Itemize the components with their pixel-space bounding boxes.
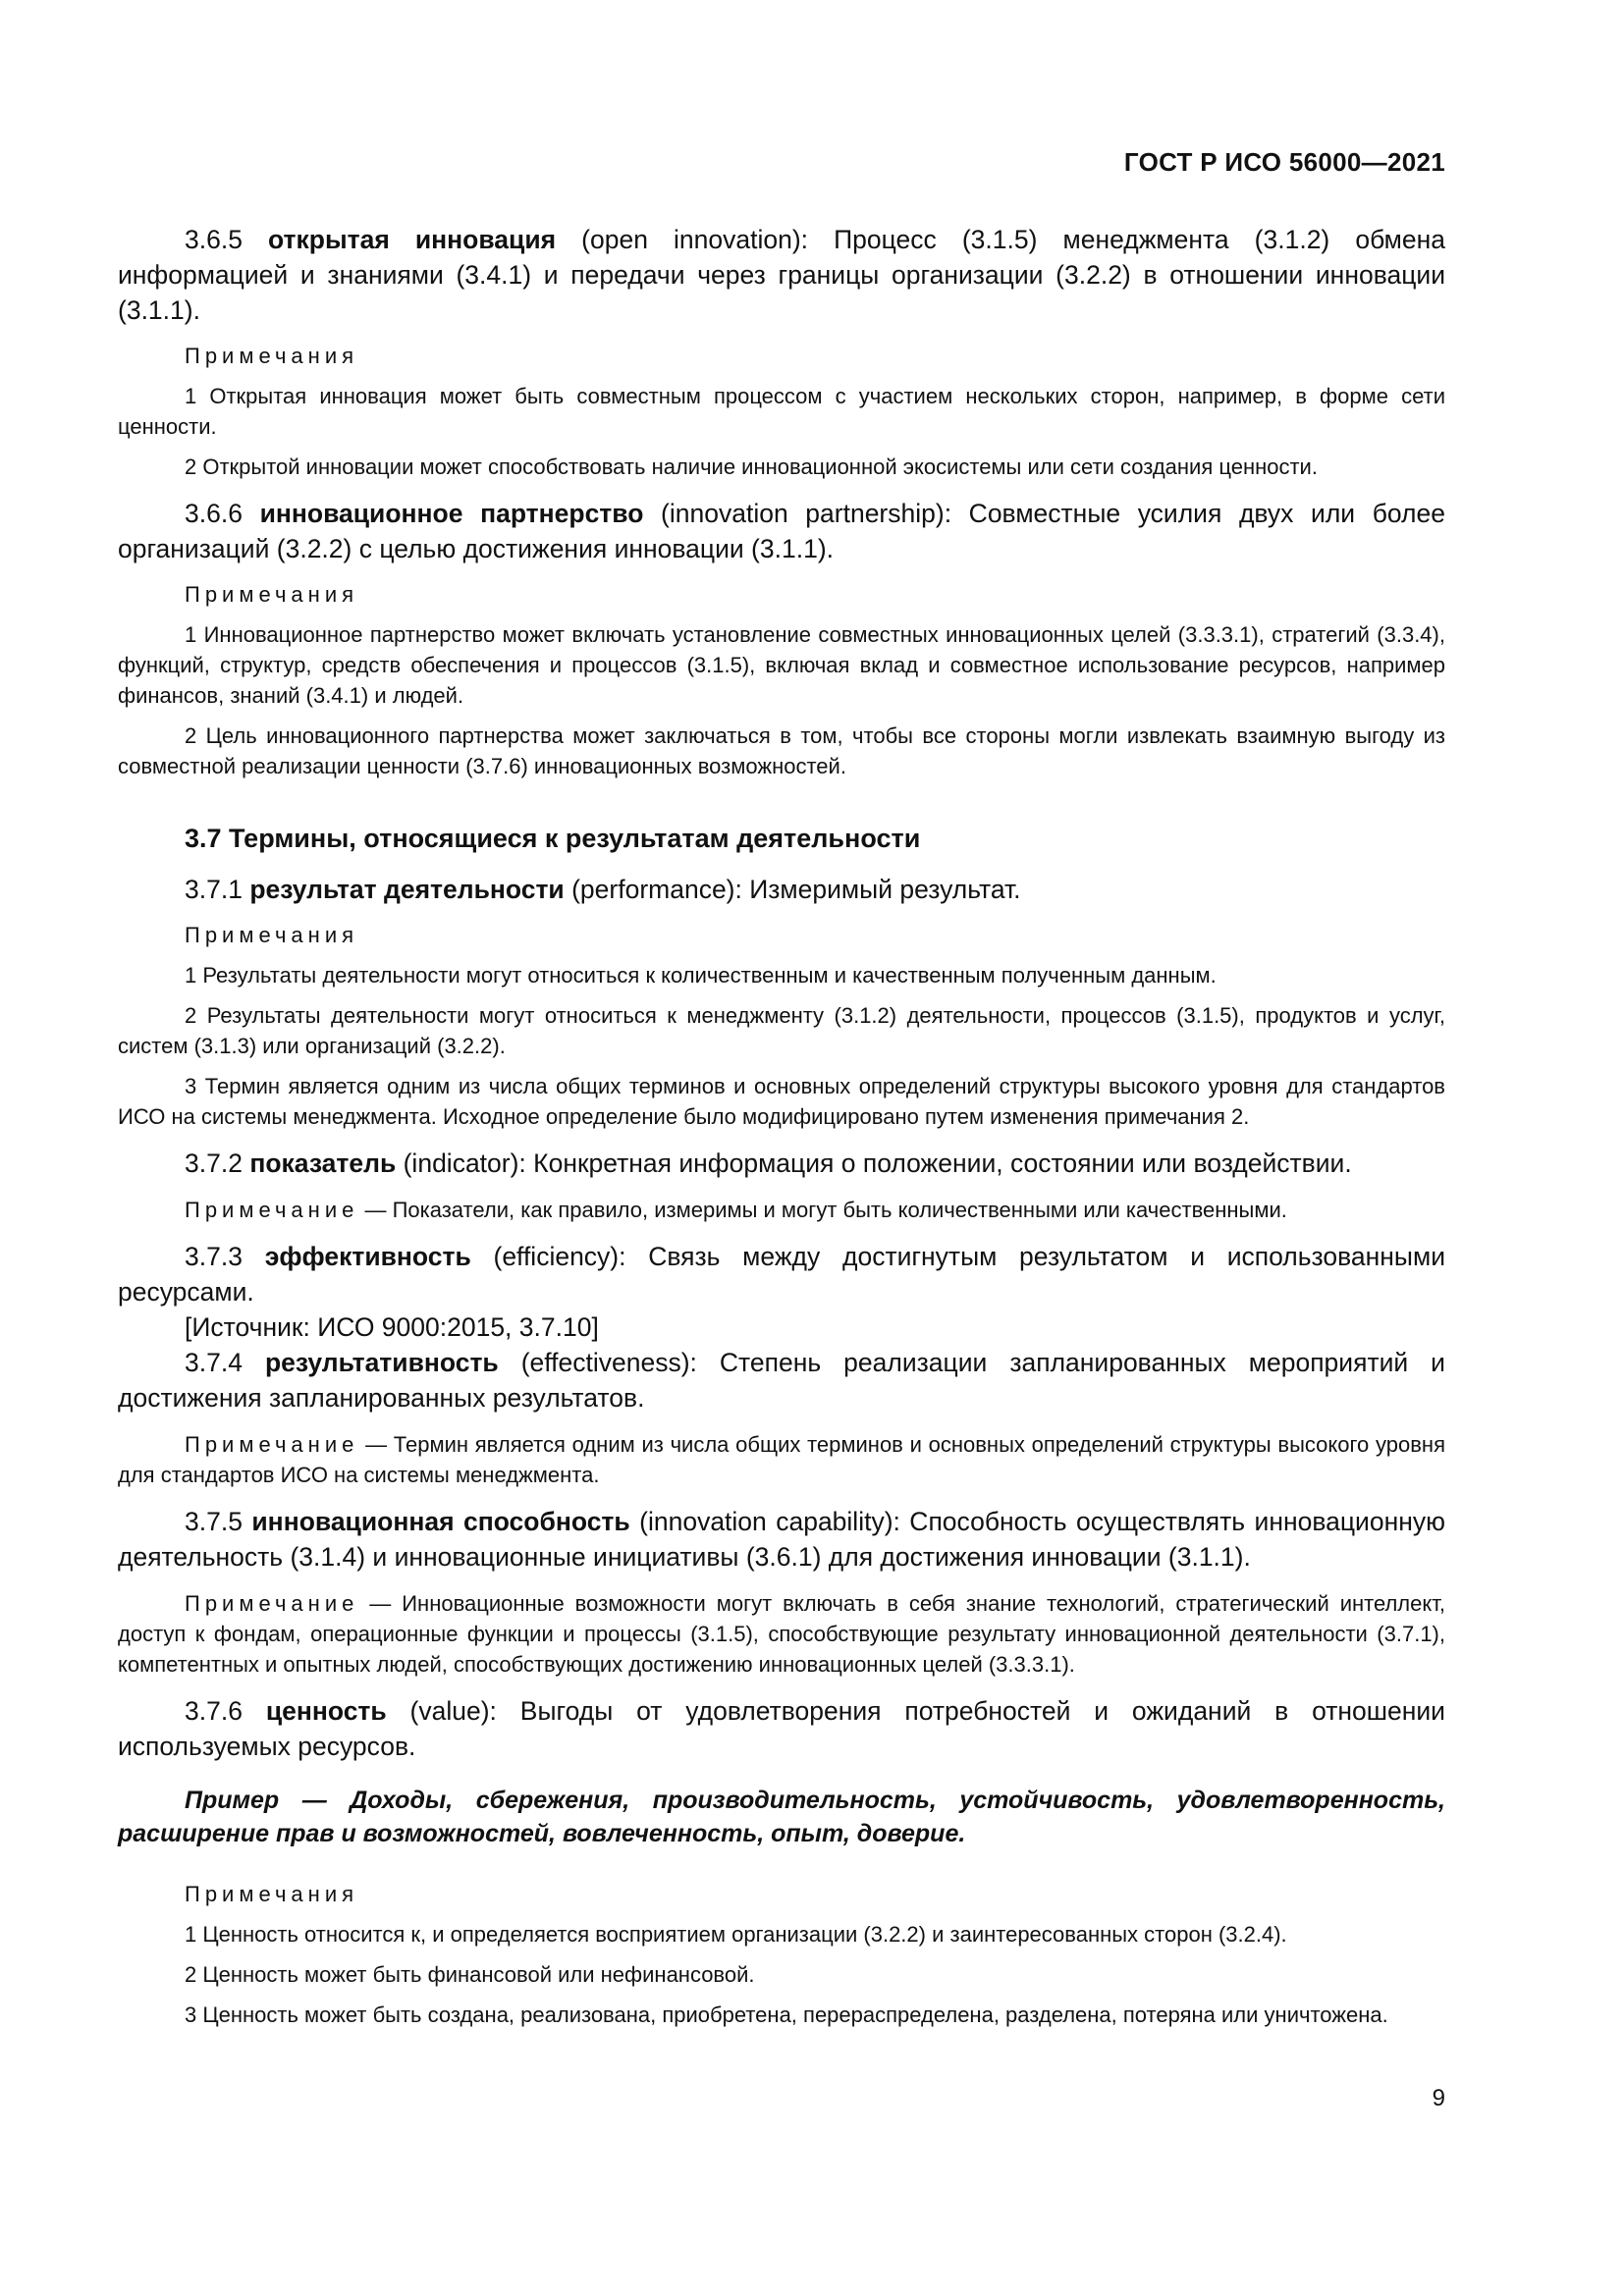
note-text: — Термин является одним из числа общих терминов и основных определений структуры высокого уровня для стандартов ИСО на системы менеджмента. <box>118 1432 1445 1487</box>
note-item: 1 Инновационное партнерство может включать установление совместных инновационных целей (3.3.3.1), стратегий (3.3.4), функций, структур, средств обеспечения и процессов (3.1.5), включая вклад и совместное использование ресурсов, например финансов, знаний (3.4.1) и людей. <box>118 622 1445 708</box>
term-name: показатель <box>249 1148 397 1178</box>
term-name: инновационное партнерство <box>259 499 644 528</box>
term-definition: (efficiency): Связь между достигнутым результатом и использованными ресурсами. <box>118 1242 1445 1307</box>
term-3-6-5 <box>118 222 1445 328</box>
page-content <box>118 222 1445 2040</box>
term-number: 3.7.5 <box>185 1507 243 1536</box>
note-text: — Инновационные возможности могут включать в себя знание технологий, стратегический интеллект, доступ к фондам, операционные функции и процессы (3.1.5), способствующие результату инновационной деятельности (3.7.1), компетентных и опытных людей, способствующих достижению инновационных целей (3.3.3.1). <box>118 1591 1445 1677</box>
term-name: открытая инновация <box>268 225 557 254</box>
notes-heading: Примечания <box>185 344 359 368</box>
term-number: 3.6.5 <box>185 225 243 254</box>
note-item: 1 Результаты деятельности могут относиться к количественным и качественным полученным данным. <box>185 963 1217 988</box>
term-definition: (indicator): Конкретная информация о положении, состоянии или воздействии. <box>396 1148 1352 1178</box>
note-item: 2 Цель инновационного партнерства может заключаться в том, чтобы все стороны могли извлекать взаимную выгоду из совместной реализации ценности (3.7.6) инновационных возможностей. <box>118 723 1445 778</box>
term-number: 3.7.4 <box>185 1348 243 1377</box>
note-label: Примечание <box>185 1198 359 1222</box>
note-item: 2 Ценность может быть финансовой или нефинансовой. <box>185 1962 755 1987</box>
term-number: 3.6.6 <box>185 499 243 528</box>
term-source: [Источник: ИСО 9000:2015, 3.7.10] <box>185 1312 599 1342</box>
page-number: 9 <box>1432 2085 1445 2111</box>
term-number: 3.7.3 <box>185 1242 243 1271</box>
section-heading-3-7: 3.7 Термины, относящиеся к результатам деятельности <box>185 824 921 853</box>
notes-heading: Примечания <box>185 1882 359 1906</box>
note-label: Примечание <box>185 1591 359 1616</box>
term-3-7-1 <box>118 872 1445 907</box>
term-definition: (performance): Измеримый результат. <box>564 875 1021 904</box>
notes-heading: Примечания <box>185 923 359 947</box>
notes-heading: Примечания <box>185 582 359 607</box>
note-item: 2 Результаты деятельности могут относиться к менеджменту (3.1.2) деятельности, процессов (3.1.5), продуктов и услуг, систем (3.1.3) или организаций (3.2.2). <box>118 1003 1445 1058</box>
document-header: ГОСТ Р ИСО 56000—2021 <box>1123 147 1445 177</box>
term-name: результативность <box>264 1348 499 1377</box>
term-name: ценность <box>265 1696 387 1726</box>
term-name: результат деятельности <box>249 875 565 904</box>
note-item: 3 Термин является одним из числа общих терминов и основных определений структуры высокого уровня для стандартов ИСО на системы менеджмента. Исходное определение было модифицировано путем изменения примечания 2. <box>118 1074 1445 1129</box>
term-definition: (innovation capability): Способность осуществлять инновационную деятельность (3.1.4) и инновационные инициативы (3.6.1) для достижения инновации (3.1.1). <box>118 1507 1445 1572</box>
term-number: 3.7.6 <box>185 1696 243 1726</box>
note-label: Примечание <box>185 1432 359 1457</box>
note-text: — Показатели, как правило, измеримы и могут быть количественными или качественными. <box>358 1198 1287 1222</box>
note-item: 1 Ценность относится к, и определяется восприятием организации (3.2.2) и заинтересованных сторон (3.2.4). <box>185 1922 1287 1947</box>
term-definition: (open innovation): Процесс (3.1.5) менеджмента (3.1.2) обмена информацией и знаниями (3.4.1) и передачи через границы организации (3.2.2) в отношении инновации (3.1.1). <box>118 225 1445 325</box>
term-3-7-3 <box>118 1239 1445 1309</box>
term-definition: (effectiveness): Степень реализации запланированных мероприятий и достижения запланированных результатов. <box>118 1348 1445 1413</box>
example-text: Пример — Доходы, сбережения, производительность, устойчивость, удовлетворенность, расширение прав и возможностей, вовлеченность, опыт, доверие. <box>118 1787 1445 1847</box>
term-definition: (innovation partnership): Совместные усилия двух или более организаций (3.2.2) с целью достижения инновации (3.1.1). <box>118 499 1445 563</box>
note-item: 3 Ценность может быть создана, реализована, приобретена, перераспределена, разделена, потеряна или уничтожена. <box>185 2002 1388 2027</box>
term-3-7-2 <box>118 1146 1445 1181</box>
note-item: 2 Открытой инновации может способствовать наличие инновационной экосистемы или сети создания ценности. <box>185 454 1318 479</box>
term-number: 3.7.1 <box>185 875 243 904</box>
term-3-7-5 <box>118 1504 1445 1575</box>
note-single <box>118 1588 1445 1680</box>
term-3-7-6 <box>118 1693 1445 1764</box>
note-single <box>118 1195 1445 1225</box>
note-single <box>118 1429 1445 1490</box>
term-3-6-6 <box>118 496 1445 566</box>
term-name: инновационная способность <box>251 1507 630 1536</box>
term-definition: (value): Выгоды от удовлетворения потребностей и ожиданий в отношении используемых ресурсов. <box>118 1696 1445 1761</box>
term-name: эффективность <box>264 1242 471 1271</box>
term-3-7-4 <box>118 1345 1445 1415</box>
term-number: 3.7.2 <box>185 1148 243 1178</box>
note-item: 1 Открытая инновация может быть совместным процессом с участием нескольких сторон, например, в форме сети ценности. <box>118 384 1445 439</box>
